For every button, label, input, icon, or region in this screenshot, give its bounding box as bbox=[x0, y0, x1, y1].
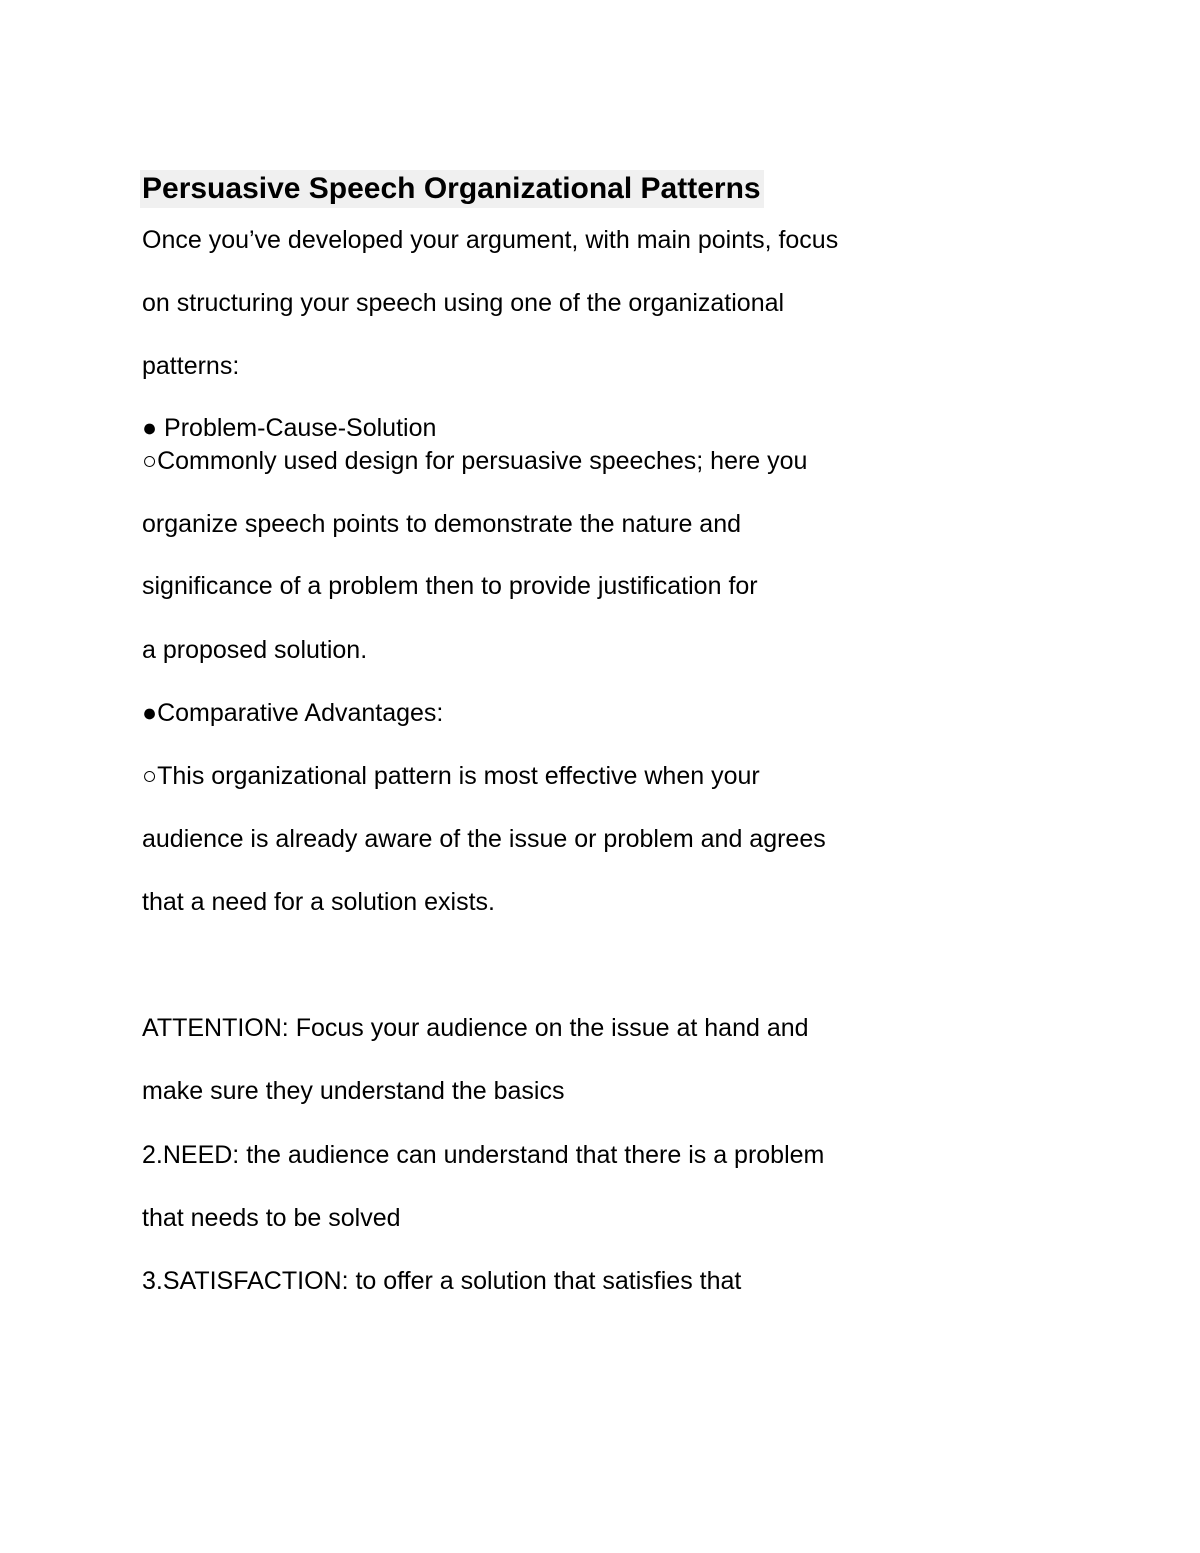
sub-bullet-item: ○This organizational pattern is most effective when your bbox=[142, 762, 760, 790]
paragraph-line: that needs to be solved bbox=[142, 1204, 401, 1232]
paragraph-line: organize speech points to demonstrate the nature and bbox=[142, 510, 742, 538]
step-item: ATTENTION: Focus your audience on the issue at hand and bbox=[142, 1014, 809, 1042]
paragraph-line: patterns: bbox=[142, 352, 240, 380]
paragraph-line: make sure they understand the basics bbox=[142, 1077, 565, 1105]
step-item: 3.SATISFACTION: to offer a solution that satisfies that bbox=[142, 1267, 742, 1295]
sub-bullet-item: ○Commonly used design for persuasive speeches; here you bbox=[142, 447, 808, 475]
paragraph-line: Once you’ve developed your argument, with main points, focus bbox=[142, 226, 839, 254]
paragraph-line: a proposed solution. bbox=[142, 636, 368, 664]
paragraph-line: significance of a problem then to provide justification for bbox=[142, 572, 758, 600]
paragraph-line: that a need for a solution exists. bbox=[142, 888, 495, 916]
step-item: 2.NEED: the audience can understand that there is a problem bbox=[142, 1141, 825, 1169]
paragraph-line: audience is already aware of the issue or problem and agrees bbox=[142, 825, 826, 853]
bullet-item: ● Problem-Cause-Solution bbox=[142, 414, 437, 442]
paragraph-line: on structuring your speech using one of the organizational bbox=[142, 289, 785, 317]
bullet-item: ●Comparative Advantages: bbox=[142, 699, 444, 727]
document-title: Persuasive Speech Organizational Patterns bbox=[140, 170, 764, 208]
